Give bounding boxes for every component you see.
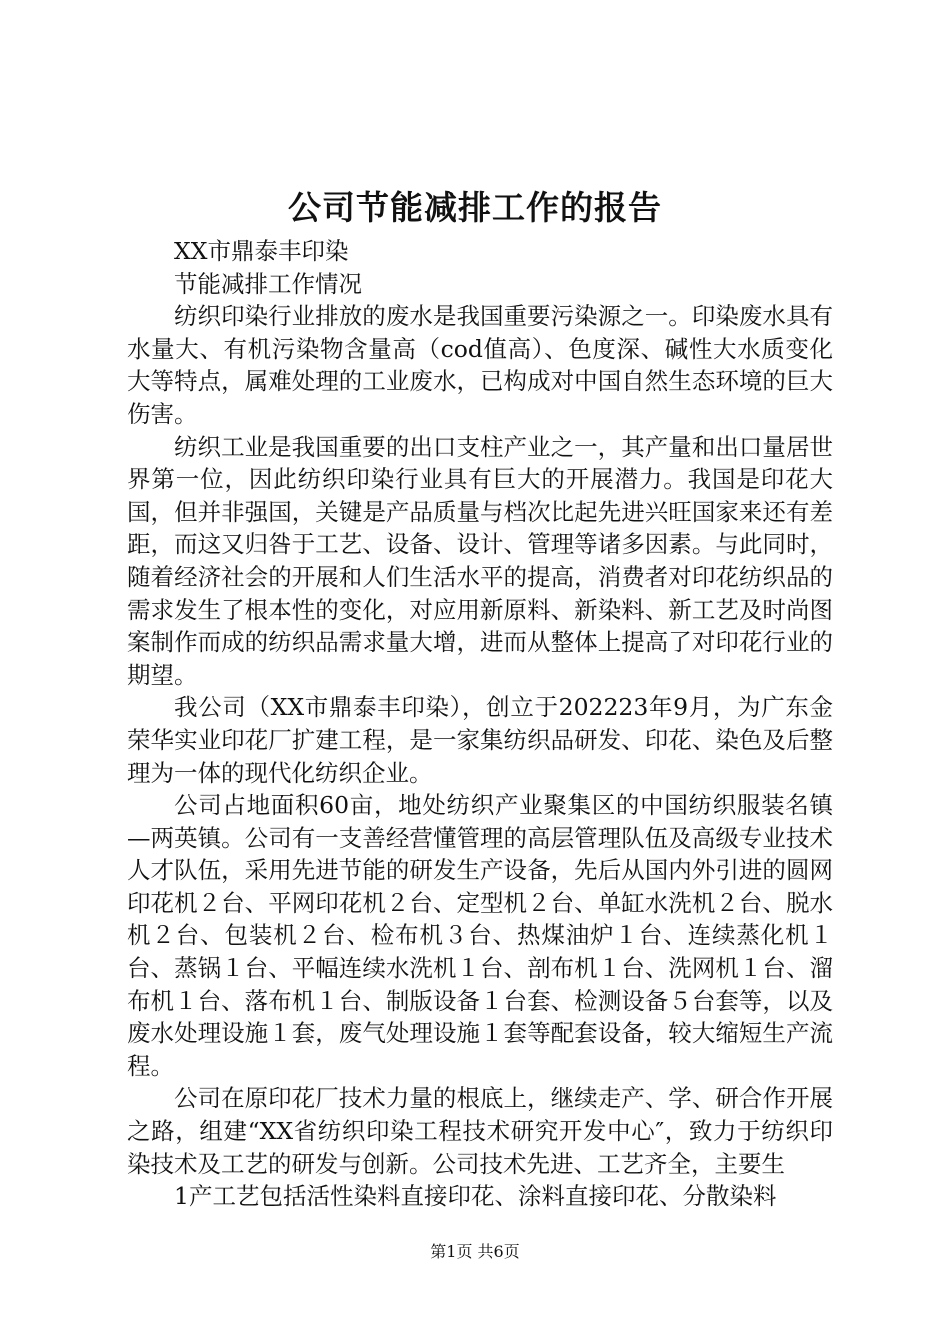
paragraph: 1产工艺包括活性染料直接印花、涂料直接印花、分散染料: [174, 1182, 777, 1211]
page-footer: [0, 1240, 950, 1264]
paragraph: 纺织工业是我国重要的出口支柱产业之一，其产量和出口量居世界第一位，因此纺织印染行业具有巨大的开展潜力。我国是印花大国，但并非强国，关键是产品质量与档次比起先进兴旺国家来还有差距，而这又归咎于工艺、设备、设计、管理等诸多因素。与此同时，随着经济社会的开展和人们生活水平的提高，消费者对印花纺织品的需求发生了根本性的变化，对应用新原料、新染料、新工艺及时尚图案制作而成的纺织品需求量大增，进而从整体上提高了对印花行业的期望。: [127, 432, 833, 689]
page-number: 第1页 共6页: [430, 1242, 520, 1261]
paragraph: 我公司（XX市鼎泰丰印染），创立于202223年9月，为广东金荣华实业印花厂扩建工程，是一家集纺织品研发、印花、染色及后整理为一体的现代化纺织企业。: [127, 693, 833, 787]
paragraph-company-name: XX市鼎泰丰印染: [174, 237, 349, 265]
paragraph-subtitle: 节能减排工作情况: [174, 269, 362, 298]
document-title: 公司节能减排工作的报告: [288, 188, 662, 227]
document-body: [127, 235, 833, 1213]
paragraph: 公司在原印花厂技术力量的根底上，继续走产、学、研合作开展之路，组建“XX省纺织印染工程技术研究开发中心″，致力于纺织印染技术及工艺的研发与创新。公司技术先进、工艺齐全，主要生: [127, 1084, 833, 1178]
paragraph: 纺织印染行业排放的废水是我国重要污染源之一。印染废水具有水量大、有机污染物含量高（cod值高）、色度深、碱性大水质变化大等特点，属难处理的工业废水，已构成对中国自然生态环境的巨大伤害。: [127, 302, 833, 428]
paragraph: 公司占地面积60亩，地处纺织产业聚集区的中国纺织服装名镇—两英镇。公司有一支善经营懂管理的高层管理队伍及高级专业技术人才队伍，采用先进节能的研发生产设备，先后从国内外引进的圆网印花机２台、平网印花机２台、定型机２台、单缸水洗机２台、脱水机２台、包装机２台、检布机３台、热煤油炉１台、连续蒸化机１台、蒸锅１台、平幅连续水洗机１台、剖布机１台、洗网机１台、溜布机１台、落布机１台、制版设备１台套、检测设备５台套等，以及废水处理设施１套，废气处理设施１套等配套设备，较大缩短生产流程。: [127, 791, 833, 1080]
